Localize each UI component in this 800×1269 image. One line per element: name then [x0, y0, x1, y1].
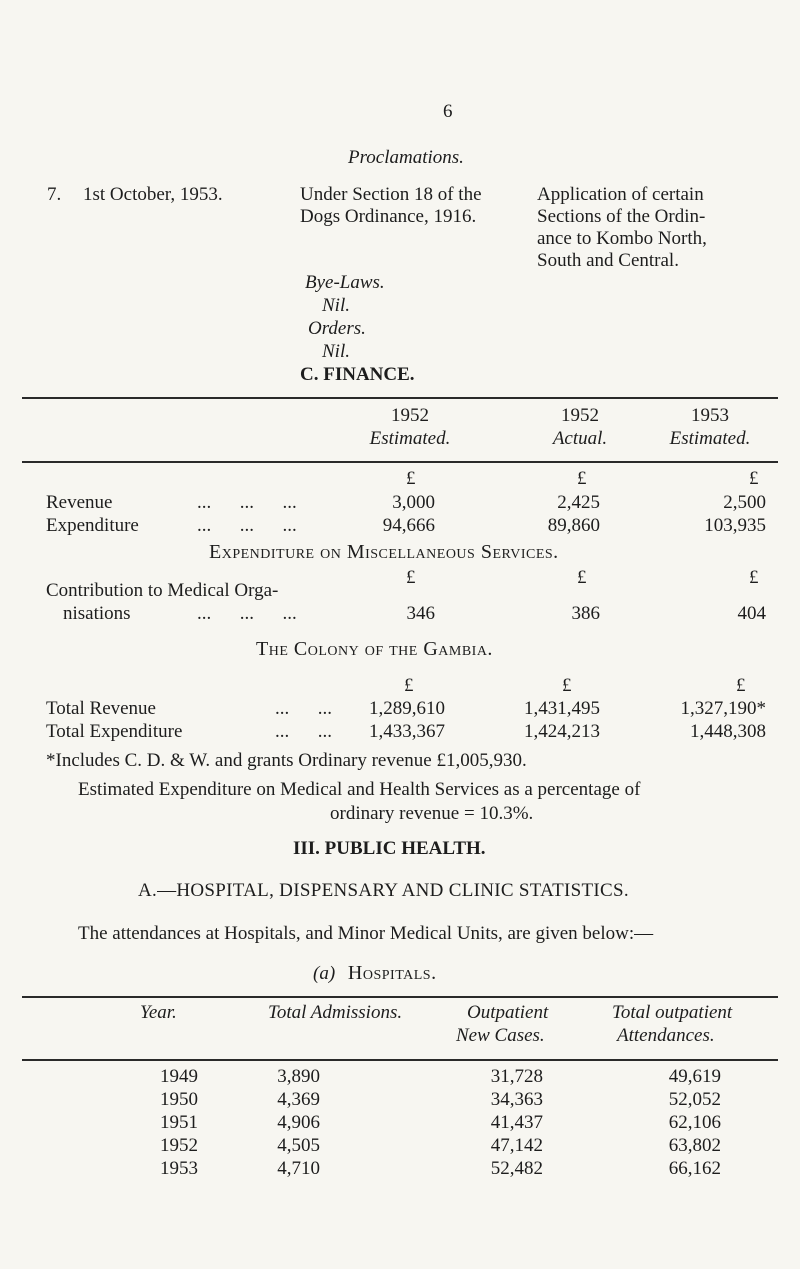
col1-year: 1952 [391, 405, 429, 426]
misc-label-line1: Contribution to Medical Orga- [46, 580, 279, 601]
estimate-line1: Estimated Expenditure on Medical and Health Services as a percentage of [78, 779, 641, 800]
intro-text: The attendances at Hospitals, and Minor Medical Units, are given below:— [78, 923, 654, 944]
proclamation-description: Under Section 18 of the Dogs Ordinance, 1916. [300, 184, 482, 227]
misc-currency-col3: £ [749, 567, 759, 588]
row-year: 1951 [160, 1112, 198, 1133]
misc-services-heading: Expenditure on Miscellaneous Services. [209, 541, 559, 563]
total-revenue-dots: ... ... [275, 698, 332, 719]
revenue-label: Revenue [46, 492, 113, 513]
row-attendances: 63,802 [668, 1135, 721, 1156]
row-new-cases: 47,142 [490, 1135, 543, 1156]
colony-currency-col2: £ [562, 675, 572, 696]
header-attendances-line1: Total outpatient [612, 1002, 733, 1023]
row-admissions: 4,505 [277, 1135, 320, 1156]
total-expenditure-1952-est: 1,433,367 [369, 721, 445, 742]
revenue-1952-act: 2,425 [557, 492, 600, 513]
misc-dots: ... ... ... [197, 603, 297, 624]
footnote: *Includes C. D. & W. and grants Ordinary revenue £1,005,930. [46, 750, 527, 771]
statistics-subheading: A.—HOSPITAL, DISPENSARY AND CLINIC STATISTICS. [138, 880, 629, 901]
total-revenue-label: Total Revenue [46, 698, 156, 719]
hospitals-heading [313, 962, 437, 985]
total-revenue-1953-est: 1,327,190* [680, 698, 766, 719]
finance-header-rule [22, 461, 778, 463]
row-admissions: 4,710 [277, 1158, 320, 1179]
colony-currency-col3: £ [736, 675, 746, 696]
expenditure-1953-est: 103,935 [704, 515, 766, 536]
expenditure-1952-act: 89,860 [547, 515, 600, 536]
misc-currency-col1: £ [406, 567, 416, 588]
row-new-cases: 31,728 [490, 1066, 543, 1087]
header-outpatient-line2: New Cases. [456, 1025, 545, 1046]
misc-currency-col2: £ [577, 567, 587, 588]
bye-laws-heading: Bye-Laws. [305, 272, 385, 293]
row-new-cases: 52,482 [490, 1158, 543, 1179]
table-header-rule [22, 1059, 778, 1061]
colony-currency-col1: £ [404, 675, 414, 696]
row-attendances: 62,106 [668, 1112, 721, 1133]
total-expenditure-1952-act: 1,424,213 [524, 721, 600, 742]
row-year: 1952 [160, 1135, 198, 1156]
hospitals-title: Hospitals. [347, 962, 437, 984]
row-new-cases: 34,363 [490, 1089, 543, 1110]
estimate-line2: ordinary revenue = 10.3%. [330, 803, 534, 824]
row-attendances: 52,052 [668, 1089, 721, 1110]
row-attendances: 66,162 [668, 1158, 721, 1179]
total-expenditure-dots: ... ... [275, 721, 332, 742]
expenditure-1952-est: 94,666 [382, 515, 435, 536]
revenue-dots: ... ... ... [197, 492, 297, 513]
row-admissions: 3,890 [277, 1066, 320, 1087]
finance-heading: C. FINANCE. [300, 364, 415, 385]
total-revenue-1952-act: 1,431,495 [524, 698, 600, 719]
header-year: Year. [140, 1002, 177, 1023]
orders-value: Nil. [322, 341, 350, 362]
bye-laws-value: Nil. [322, 295, 350, 316]
currency-col3: £ [749, 468, 759, 489]
header-attendances-line2: Attendances. [617, 1025, 715, 1046]
currency-col2: £ [577, 468, 587, 489]
col3-year: 1953 [691, 405, 729, 426]
revenue-1953-est: 2,500 [723, 492, 766, 513]
row-new-cases: 41,437 [490, 1112, 543, 1133]
total-expenditure-label: Total Expenditure [46, 721, 183, 742]
expenditure-dots: ... ... ... [197, 515, 297, 536]
col3-label: Estimated. [669, 428, 751, 449]
row-year: 1950 [160, 1089, 198, 1110]
misc-1953-est: 404 [737, 603, 766, 624]
row-year: 1949 [160, 1066, 198, 1087]
row-year: 1953 [160, 1158, 198, 1179]
orders-heading: Orders. [308, 318, 366, 339]
hospitals-prefix: (a) [313, 963, 336, 984]
proclamation-application: Application of certain Sections of the Ordin- ance to Kombo North, South and Central. [537, 184, 707, 271]
col2-year: 1952 [561, 405, 599, 426]
proclamation-date: 1st October, 1953. [83, 184, 223, 205]
total-expenditure-1953-est: 1,448,308 [690, 721, 766, 742]
colony-heading: The Colony of the Gambia. [256, 638, 493, 660]
header-outpatient-line1: Outpatient [467, 1002, 549, 1023]
col2-label: Actual. [552, 428, 608, 449]
misc-1952-est: 346 [406, 603, 435, 624]
row-admissions: 4,369 [277, 1089, 320, 1110]
row-admissions: 4,906 [277, 1112, 320, 1133]
row-attendances: 49,619 [668, 1066, 721, 1087]
proclamations-heading: Proclamations. [348, 147, 464, 168]
expenditure-label: Expenditure [46, 515, 139, 536]
table-top-rule [22, 996, 778, 998]
revenue-1952-est: 3,000 [392, 492, 435, 513]
misc-label-line2: nisations [63, 603, 131, 624]
public-health-heading: III. PUBLIC HEALTH. [293, 838, 486, 859]
header-admissions: Total Admissions. [268, 1002, 403, 1023]
page-number: 6 [443, 101, 453, 122]
col1-label: Estimated. [369, 428, 451, 449]
currency-col1: £ [406, 468, 416, 489]
finance-top-rule [22, 397, 778, 399]
item-number: 7. [47, 184, 62, 205]
misc-1952-act: 386 [571, 603, 600, 624]
total-revenue-1952-est: 1,289,610 [369, 698, 445, 719]
